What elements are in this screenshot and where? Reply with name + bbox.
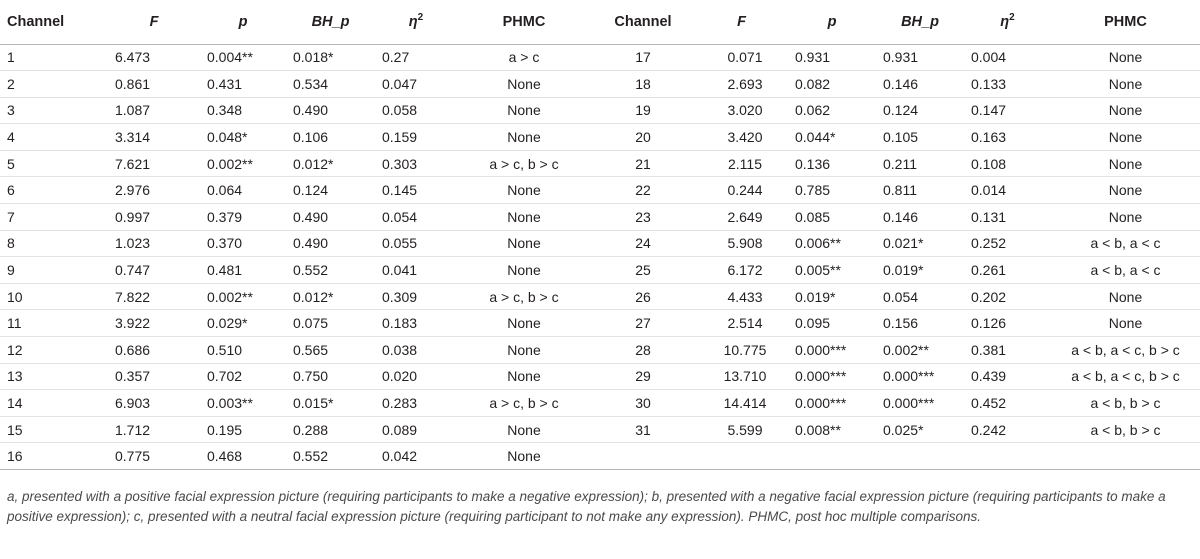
cell-eta-squared-left: 0.058	[375, 97, 457, 124]
cell-channel-left: 12	[0, 337, 108, 364]
cell-channel-left: 16	[0, 443, 108, 470]
table-row	[0, 230, 1200, 257]
cell-p-right: 0.000***	[788, 363, 876, 390]
cell-phmc-left: None	[457, 124, 591, 151]
cell-eta-squared-right: 0.004	[964, 44, 1051, 71]
cell-channel-left: 6	[0, 177, 108, 204]
table-row	[0, 390, 1200, 417]
cell-eta-squared-left: 0.089	[375, 416, 457, 443]
cell-phmc-left: None	[457, 230, 591, 257]
cell-bh-p-left: 0.075	[286, 310, 375, 337]
cell-eta-squared-left: 0.283	[375, 390, 457, 417]
cell-f-left: 2.976	[108, 177, 200, 204]
cell-eta-squared-left: 0.054	[375, 204, 457, 231]
cell-phmc-right: None	[1051, 177, 1200, 204]
cell-f-left: 6.903	[108, 390, 200, 417]
cell-p-right: 0.008**	[788, 416, 876, 443]
header-row	[0, 0, 1200, 44]
cell-p-left: 0.048*	[200, 124, 286, 151]
cell-bh-p-right	[876, 443, 964, 470]
cell-eta-squared-right: 0.242	[964, 416, 1051, 443]
cell-channel-left: 7	[0, 204, 108, 231]
cell-channel-left: 5	[0, 150, 108, 177]
header-eta-squared-left	[375, 0, 457, 44]
header-p-right: p	[788, 0, 876, 44]
cell-p-right: 0.005**	[788, 257, 876, 284]
cell-channel-right	[591, 443, 695, 470]
cell-channel-right: 28	[591, 337, 695, 364]
cell-f-right: 6.172	[695, 257, 788, 284]
table-row	[0, 71, 1200, 98]
header-p-left: p	[200, 0, 286, 44]
cell-phmc-right: a < b, a < c	[1051, 257, 1200, 284]
header-phmc-left: PHMC	[457, 0, 591, 44]
cell-p-right: 0.062	[788, 97, 876, 124]
cell-bh-p-right: 0.021*	[876, 230, 964, 257]
cell-p-left: 0.481	[200, 257, 286, 284]
eta-symbol: η	[1000, 13, 1010, 30]
cell-p-left: 0.003**	[200, 390, 286, 417]
cell-f-left: 1.712	[108, 416, 200, 443]
cell-channel-right: 20	[591, 124, 695, 151]
cell-bh-p-right: 0.000***	[876, 363, 964, 390]
cell-phmc-left: None	[457, 204, 591, 231]
cell-f-right: 4.433	[695, 283, 788, 310]
cell-phmc-left: None	[457, 257, 591, 284]
cell-eta-squared-left: 0.042	[375, 443, 457, 470]
cell-eta-squared-left: 0.183	[375, 310, 457, 337]
cell-f-left: 3.922	[108, 310, 200, 337]
cell-f-left: 0.686	[108, 337, 200, 364]
cell-bh-p-right: 0.211	[876, 150, 964, 177]
cell-p-left: 0.064	[200, 177, 286, 204]
header-phmc-right: PHMC	[1051, 0, 1200, 44]
cell-bh-p-left: 0.106	[286, 124, 375, 151]
cell-phmc-right: a < b, a < c, b > c	[1051, 337, 1200, 364]
cell-phmc-right: None	[1051, 124, 1200, 151]
cell-bh-p-right: 0.025*	[876, 416, 964, 443]
cell-f-left: 0.747	[108, 257, 200, 284]
cell-f-left: 7.822	[108, 283, 200, 310]
cell-channel-left: 2	[0, 71, 108, 98]
cell-eta-squared-right: 0.147	[964, 97, 1051, 124]
cell-channel-right: 17	[591, 44, 695, 71]
cell-p-right: 0.000***	[788, 337, 876, 364]
cell-channel-left: 8	[0, 230, 108, 257]
table-row	[0, 150, 1200, 177]
cell-phmc-right: None	[1051, 44, 1200, 71]
table-row	[0, 416, 1200, 443]
cell-eta-squared-right: 0.108	[964, 150, 1051, 177]
cell-eta-squared-left: 0.27	[375, 44, 457, 71]
cell-eta-squared-right: 0.261	[964, 257, 1051, 284]
cell-channel-right: 25	[591, 257, 695, 284]
cell-eta-squared-left: 0.041	[375, 257, 457, 284]
cell-eta-squared-left: 0.159	[375, 124, 457, 151]
cell-channel-left: 3	[0, 97, 108, 124]
cell-bh-p-left: 0.490	[286, 97, 375, 124]
cell-eta-squared-right	[964, 443, 1051, 470]
cell-f-right: 2.649	[695, 204, 788, 231]
cell-channel-right: 19	[591, 97, 695, 124]
header-f-left: F	[108, 0, 200, 44]
cell-bh-p-left: 0.490	[286, 204, 375, 231]
cell-bh-p-left: 0.018*	[286, 44, 375, 71]
cell-p-right: 0.095	[788, 310, 876, 337]
header-bh-p-left: BH_p	[286, 0, 375, 44]
cell-phmc-right: None	[1051, 150, 1200, 177]
cell-p-left: 0.702	[200, 363, 286, 390]
cell-phmc-right: None	[1051, 204, 1200, 231]
cell-p-left: 0.029*	[200, 310, 286, 337]
cell-f-left: 3.314	[108, 124, 200, 151]
cell-f-right: 10.775	[695, 337, 788, 364]
cell-phmc-right: None	[1051, 97, 1200, 124]
cell-bh-p-right: 0.146	[876, 71, 964, 98]
cell-f-right: 14.414	[695, 390, 788, 417]
cell-bh-p-left: 0.750	[286, 363, 375, 390]
cell-bh-p-right: 0.054	[876, 283, 964, 310]
cell-p-left: 0.002**	[200, 150, 286, 177]
cell-p-right: 0.085	[788, 204, 876, 231]
cell-eta-squared-right: 0.439	[964, 363, 1051, 390]
cell-channel-right: 18	[591, 71, 695, 98]
cell-bh-p-left: 0.012*	[286, 283, 375, 310]
cell-bh-p-left: 0.552	[286, 257, 375, 284]
cell-f-left: 7.621	[108, 150, 200, 177]
cell-f-right: 13.710	[695, 363, 788, 390]
table-row	[0, 443, 1200, 470]
cell-f-right: 2.115	[695, 150, 788, 177]
cell-eta-squared-right: 0.452	[964, 390, 1051, 417]
cell-f-right: 0.244	[695, 177, 788, 204]
cell-phmc-left: None	[457, 416, 591, 443]
cell-phmc-left: None	[457, 363, 591, 390]
cell-phmc-left: None	[457, 71, 591, 98]
cell-channel-right: 22	[591, 177, 695, 204]
cell-p-left: 0.004**	[200, 44, 286, 71]
table-row	[0, 363, 1200, 390]
cell-f-left: 0.357	[108, 363, 200, 390]
cell-eta-squared-right: 0.163	[964, 124, 1051, 151]
cell-phmc-right: None	[1051, 310, 1200, 337]
cell-p-right: 0.006**	[788, 230, 876, 257]
cell-bh-p-right: 0.000***	[876, 390, 964, 417]
header-channel-right: Channel	[591, 0, 695, 44]
cell-phmc-left: a > c, b > c	[457, 150, 591, 177]
cell-bh-p-right: 0.105	[876, 124, 964, 151]
cell-channel-right: 27	[591, 310, 695, 337]
cell-eta-squared-right: 0.252	[964, 230, 1051, 257]
header-bh-p-right: BH_p	[876, 0, 964, 44]
cell-p-right: 0.931	[788, 44, 876, 71]
cell-bh-p-right: 0.811	[876, 177, 964, 204]
cell-bh-p-left: 0.565	[286, 337, 375, 364]
cell-p-right: 0.000***	[788, 390, 876, 417]
cell-eta-squared-right: 0.202	[964, 283, 1051, 310]
cell-bh-p-right: 0.931	[876, 44, 964, 71]
cell-bh-p-left: 0.490	[286, 230, 375, 257]
cell-phmc-left: None	[457, 337, 591, 364]
cell-channel-right: 26	[591, 283, 695, 310]
eta-superscript: 2	[417, 11, 424, 23]
cell-channel-left: 14	[0, 390, 108, 417]
cell-p-left: 0.195	[200, 416, 286, 443]
table-body	[0, 44, 1200, 470]
cell-f-right: 0.071	[695, 44, 788, 71]
cell-f-right	[695, 443, 788, 470]
cell-eta-squared-left: 0.020	[375, 363, 457, 390]
cell-eta-squared-left: 0.309	[375, 283, 457, 310]
cell-f-left: 0.997	[108, 204, 200, 231]
cell-p-right: 0.044*	[788, 124, 876, 151]
cell-bh-p-right: 0.002**	[876, 337, 964, 364]
cell-f-left: 1.087	[108, 97, 200, 124]
table-row	[0, 124, 1200, 151]
cell-bh-p-left: 0.015*	[286, 390, 375, 417]
cell-phmc-right: None	[1051, 71, 1200, 98]
cell-phmc-left: a > c, b > c	[457, 283, 591, 310]
cell-f-right: 2.514	[695, 310, 788, 337]
cell-channel-left: 11	[0, 310, 108, 337]
cell-channel-right: 21	[591, 150, 695, 177]
table-row	[0, 310, 1200, 337]
cell-f-left: 0.775	[108, 443, 200, 470]
cell-channel-left: 13	[0, 363, 108, 390]
cell-phmc-right: a < b, a < c	[1051, 230, 1200, 257]
cell-channel-left: 15	[0, 416, 108, 443]
cell-p-left: 0.510	[200, 337, 286, 364]
cell-channel-left: 9	[0, 257, 108, 284]
cell-bh-p-right: 0.146	[876, 204, 964, 231]
table-footnote: a, presented with a positive facial expression picture (requiring participants to make a negative expression); b, presented with a negative facial expression picture (requiring participants to make a positive expression); c, presented with a neutral facial expression picture (requiring participant to not make any expression). PHMC, post hoc multiple comparisons.	[7, 489, 1166, 524]
cell-channel-right: 23	[591, 204, 695, 231]
cell-channel-left: 4	[0, 124, 108, 151]
table-row	[0, 97, 1200, 124]
cell-channel-right: 30	[591, 390, 695, 417]
cell-f-right: 5.908	[695, 230, 788, 257]
cell-eta-squared-left: 0.145	[375, 177, 457, 204]
cell-channel-right: 24	[591, 230, 695, 257]
cell-bh-p-left: 0.288	[286, 416, 375, 443]
eta-symbol: η	[408, 13, 418, 30]
cell-p-left: 0.002**	[200, 283, 286, 310]
cell-phmc-right: None	[1051, 283, 1200, 310]
table-row	[0, 257, 1200, 284]
cell-phmc-left: a > c, b > c	[457, 390, 591, 417]
table-row	[0, 283, 1200, 310]
cell-bh-p-left: 0.012*	[286, 150, 375, 177]
cell-bh-p-right: 0.019*	[876, 257, 964, 284]
cell-eta-squared-right: 0.381	[964, 337, 1051, 364]
cell-eta-squared-right: 0.126	[964, 310, 1051, 337]
cell-f-left: 1.023	[108, 230, 200, 257]
table-row	[0, 177, 1200, 204]
cell-phmc-right: a < b, b > c	[1051, 390, 1200, 417]
table-row	[0, 337, 1200, 364]
cell-f-right: 3.420	[695, 124, 788, 151]
cell-phmc-left: None	[457, 177, 591, 204]
cell-bh-p-left: 0.534	[286, 71, 375, 98]
cell-f-left: 6.473	[108, 44, 200, 71]
cell-f-right: 5.599	[695, 416, 788, 443]
cell-eta-squared-right: 0.014	[964, 177, 1051, 204]
cell-bh-p-right: 0.124	[876, 97, 964, 124]
cell-eta-squared-right: 0.131	[964, 204, 1051, 231]
header-f-right: F	[695, 0, 788, 44]
table-row	[0, 204, 1200, 231]
cell-channel-left: 1	[0, 44, 108, 71]
cell-phmc-left: None	[457, 443, 591, 470]
table-row	[0, 44, 1200, 71]
cell-phmc-right	[1051, 443, 1200, 470]
cell-bh-p-right: 0.156	[876, 310, 964, 337]
cell-phmc-right: a < b, a < c, b > c	[1051, 363, 1200, 390]
cell-eta-squared-left: 0.038	[375, 337, 457, 364]
cell-phmc-right: a < b, b > c	[1051, 416, 1200, 443]
cell-phmc-left: a > c	[457, 44, 591, 71]
cell-p-left: 0.468	[200, 443, 286, 470]
cell-p-right: 0.136	[788, 150, 876, 177]
cell-p-right: 0.082	[788, 71, 876, 98]
header-channel-left: Channel	[0, 0, 108, 44]
cell-eta-squared-left: 0.055	[375, 230, 457, 257]
cell-p-left: 0.370	[200, 230, 286, 257]
cell-eta-squared-left: 0.303	[375, 150, 457, 177]
cell-f-right: 3.020	[695, 97, 788, 124]
cell-f-left: 0.861	[108, 71, 200, 98]
cell-bh-p-left: 0.124	[286, 177, 375, 204]
cell-channel-right: 29	[591, 363, 695, 390]
header-eta-squared-right	[964, 0, 1051, 44]
cell-p-left: 0.431	[200, 71, 286, 98]
cell-eta-squared-left: 0.047	[375, 71, 457, 98]
eta-superscript: 2	[1009, 11, 1015, 23]
cell-f-right: 2.693	[695, 71, 788, 98]
cell-channel-left: 10	[0, 283, 108, 310]
cell-channel-right: 31	[591, 416, 695, 443]
cell-p-left: 0.379	[200, 204, 286, 231]
cell-phmc-left: None	[457, 97, 591, 124]
cell-p-right: 0.019*	[788, 283, 876, 310]
cell-bh-p-left: 0.552	[286, 443, 375, 470]
cell-p-right	[788, 443, 876, 470]
cell-p-right: 0.785	[788, 177, 876, 204]
cell-phmc-left: None	[457, 310, 591, 337]
cell-eta-squared-right: 0.133	[964, 71, 1051, 98]
cell-p-left: 0.348	[200, 97, 286, 124]
